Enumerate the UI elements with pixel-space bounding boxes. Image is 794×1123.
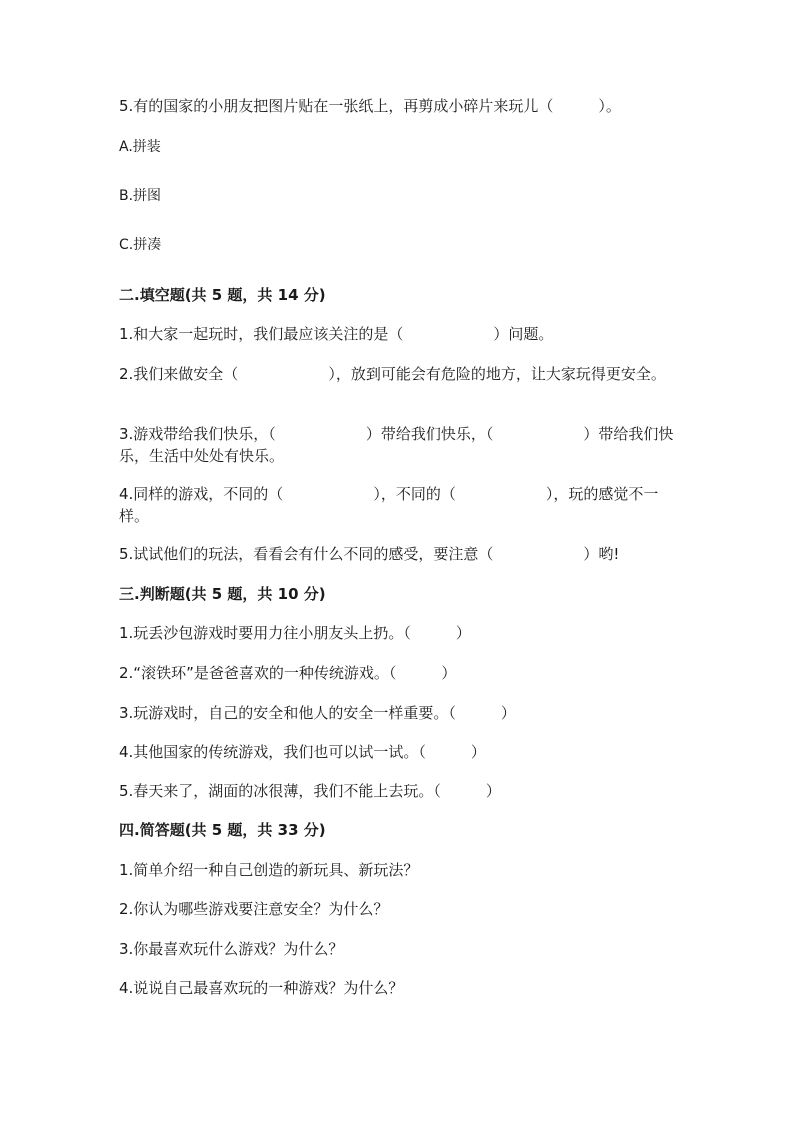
true-false-question-5: 5.春天来了，湖面的冰很薄，我们不能上去玩。（ ） — [119, 782, 501, 800]
short-answer-question-2: 2.你认为哪些游戏要注意安全？为什么？ — [119, 900, 389, 918]
short-answer-question-1: 1.简单介绍一种自己创造的新玩具、新玩法？ — [119, 861, 419, 879]
section-title-short-answer: 四.简答题(共 5 题，共 33 分) — [119, 821, 326, 839]
fill-blank-question-3: 3.游戏带给我们快乐，（ ）带给我们快乐，（ ）带给我们快乐，生活中处处有快乐。 — [119, 425, 674, 465]
true-false-question-4: 4.其他国家的传统游戏，我们也可以试一试。（ ） — [119, 743, 486, 761]
section-title-true-false: 三.判断题(共 5 题，共 10 分) — [119, 585, 326, 603]
fill-blank-question-5: 5.试试他们的玩法，看看会有什么不同的感受，要注意（ ）哟! — [119, 545, 620, 563]
short-answer-question-3: 3.你最喜欢玩什么游戏？为什么？ — [119, 940, 344, 958]
true-false-question-3: 3.玩游戏时，自己的安全和他人的安全一样重要。（ ） — [119, 704, 516, 722]
choice-option-b: B.拼图 — [119, 188, 162, 204]
choice-option-a: A.拼装 — [119, 139, 161, 155]
true-false-question-2: 2.“滚铁环”是爸爸喜欢的一种传统游戏。（ ） — [119, 664, 457, 682]
section-title-fill-blank: 二.填空题(共 5 题，共 14 分) — [119, 286, 326, 304]
fill-blank-question-1: 1.和大家一起玩时，我们最应该关注的是（ ）问题。 — [119, 325, 554, 343]
fill-blank-question-2: 2.我们来做安全（ ），放到可能会有危险的地方，让大家玩得更安全。 — [119, 365, 666, 383]
short-answer-question-4: 4.说说自己最喜欢玩的一种游戏？为什么？ — [119, 979, 404, 997]
choice-question-5: 5.有的国家的小朋友把图片贴在一张纸上，再剪成小碎片来玩儿（ ）。 — [119, 97, 621, 115]
fill-blank-question-4: 4.同样的游戏，不同的（ ），不同的（ ），玩的感觉不一样。 — [119, 485, 659, 525]
choice-option-c: C.拼凑 — [119, 237, 162, 253]
true-false-question-1: 1.玩丢沙包游戏时要用力往小朋友头上扔。（ ） — [119, 624, 471, 642]
